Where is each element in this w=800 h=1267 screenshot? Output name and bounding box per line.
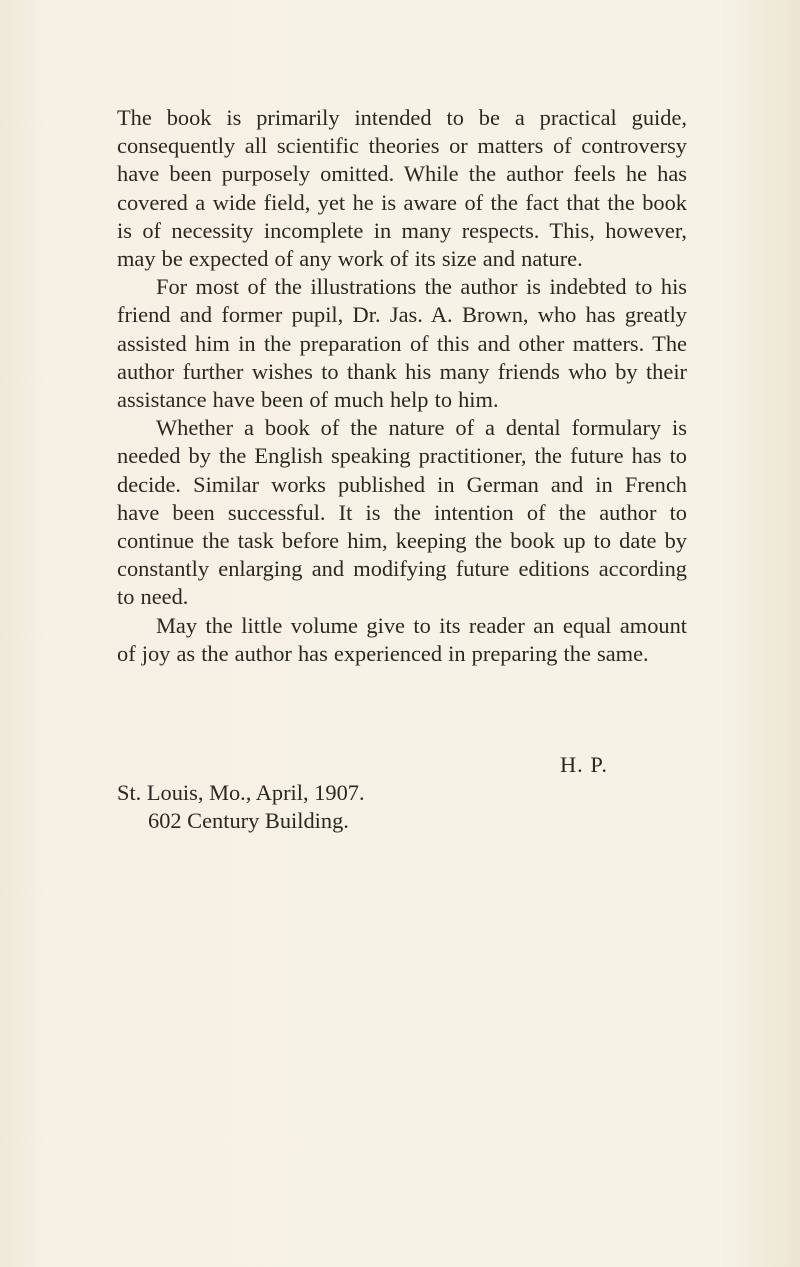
paragraph-1: The book is primarily intended to be a practical guide, consequently all scientific theories or matters of controversy have been purposely omitted. While the author feels he has covered a wide field, yet he is aware of the fact that the book is of necessity incomplete in many respects. This, however, may be expected of any work of its size and nature. xyxy=(117,105,687,272)
paragraph-3: Whether a book of the nature of a dental formulary is needed by the English speaking practitioner, the future has to decide. Similar works published in German and in French have been successful. It is the intention of the author to continue the task before him, keeping the book up to date by constantly enlarging and modifying future editions according to need. xyxy=(117,415,687,610)
paragraph-4: May the little volume give to its reader an equal amount of joy as the author has experienced in preparing the same. xyxy=(117,612,687,666)
author-signature: H. P. xyxy=(560,752,608,777)
address: 602 Century Building. xyxy=(148,808,349,833)
paragraph-2: For most of the illustrations the author is indebted to his friend and former pupil, Dr. Jas. A. Brown, who has greatly assisted him in the preparation of this and other matters. The author further wishes to thank his many friends who by their assistance have been of much help to him. xyxy=(117,274,687,413)
preface-text xyxy=(117,104,687,668)
place-date: St. Louis, Mo., April, 1907. xyxy=(117,780,365,805)
